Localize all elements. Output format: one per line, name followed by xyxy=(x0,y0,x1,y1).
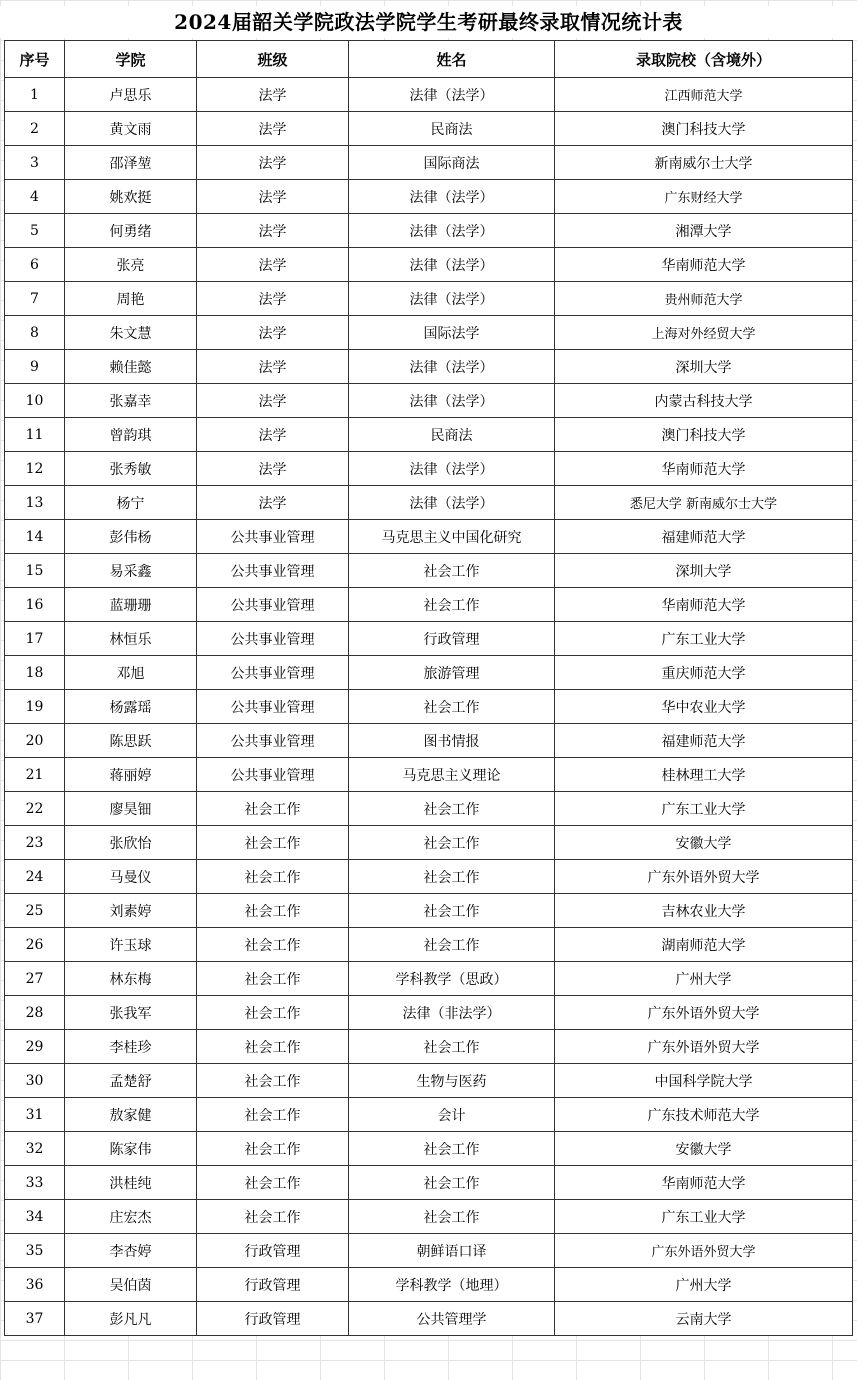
table-row xyxy=(5,758,853,792)
cell-university[interactable]: 云南大学 xyxy=(555,1302,853,1336)
cell-class[interactable]: 公共事业管理 xyxy=(197,520,349,554)
cell-college[interactable]: 卢思乐 xyxy=(65,78,197,112)
cell-name[interactable]: 学科教学（思政） xyxy=(349,962,555,996)
cell-name[interactable]: 社会工作 xyxy=(349,826,555,860)
table-row xyxy=(5,1200,853,1234)
cell-no[interactable]: 7 xyxy=(5,282,65,316)
cell-class[interactable]: 行政管理 xyxy=(197,1302,349,1336)
table-row xyxy=(5,1268,853,1302)
cell-university[interactable]: 内蒙古科技大学 xyxy=(555,384,853,418)
table-body xyxy=(5,78,853,1336)
table-row xyxy=(5,248,853,282)
cell-name[interactable]: 社会工作 xyxy=(349,1132,555,1166)
cell-no[interactable]: 35 xyxy=(5,1234,65,1268)
table-row xyxy=(5,214,853,248)
cell-name[interactable]: 法律（法学） xyxy=(349,282,555,316)
cell-name[interactable]: 旅游管理 xyxy=(349,656,555,690)
cell-name[interactable]: 社会工作 xyxy=(349,554,555,588)
cell-college[interactable]: 李桂珍 xyxy=(65,1030,197,1064)
cell-no[interactable]: 2 xyxy=(5,112,65,146)
cell-class[interactable]: 法学 xyxy=(197,146,349,180)
cell-class[interactable]: 社会工作 xyxy=(197,894,349,928)
table-row xyxy=(5,384,853,418)
cell-name[interactable]: 法律（法学） xyxy=(349,180,555,214)
cell-university[interactable]: 华南师范大学 xyxy=(555,452,853,486)
cell-university[interactable]: 华南师范大学 xyxy=(555,248,853,282)
table-row xyxy=(5,724,853,758)
cell-university[interactable]: 广东财经大学 xyxy=(555,180,853,214)
table-row xyxy=(5,418,853,452)
cell-no[interactable]: 30 xyxy=(5,1064,65,1098)
cell-university[interactable]: 江西师范大学 xyxy=(555,78,853,112)
cell-college[interactable]: 刘素婷 xyxy=(65,894,197,928)
table-row xyxy=(5,1064,853,1098)
cell-college[interactable]: 庄宏杰 xyxy=(65,1200,197,1234)
cell-college[interactable]: 敖家健 xyxy=(65,1098,197,1132)
cell-name[interactable]: 法律（法学） xyxy=(349,452,555,486)
header-row xyxy=(5,41,853,78)
cell-university[interactable]: 广东外语外贸大学 xyxy=(555,1030,853,1064)
cell-college[interactable]: 吴伯茵 xyxy=(65,1268,197,1302)
cell-college[interactable]: 张秀敏 xyxy=(65,452,197,486)
cell-no[interactable]: 24 xyxy=(5,860,65,894)
cell-college[interactable]: 杨露瑶 xyxy=(65,690,197,724)
cell-class[interactable]: 社会工作 xyxy=(197,792,349,826)
cell-name[interactable]: 国际商法 xyxy=(349,146,555,180)
cell-name[interactable]: 法律（法学） xyxy=(349,214,555,248)
cell-class[interactable]: 社会工作 xyxy=(197,1064,349,1098)
cell-name[interactable]: 社会工作 xyxy=(349,1166,555,1200)
cell-class[interactable]: 公共事业管理 xyxy=(197,724,349,758)
table-row xyxy=(5,690,853,724)
cell-college[interactable]: 姚欢挺 xyxy=(65,180,197,214)
cell-class[interactable]: 公共事业管理 xyxy=(197,554,349,588)
cell-college[interactable]: 陈家伟 xyxy=(65,1132,197,1166)
cell-college[interactable]: 廖昊钿 xyxy=(65,792,197,826)
cell-college[interactable]: 彭伟杨 xyxy=(65,520,197,554)
cell-class[interactable]: 社会工作 xyxy=(197,1132,349,1166)
cell-name[interactable]: 法律（法学） xyxy=(349,350,555,384)
cell-college[interactable]: 张欣怡 xyxy=(65,826,197,860)
table-row xyxy=(5,1098,853,1132)
cell-no[interactable]: 29 xyxy=(5,1030,65,1064)
cell-name[interactable]: 法律（法学） xyxy=(349,486,555,520)
cell-no[interactable]: 37 xyxy=(5,1302,65,1336)
cell-no[interactable]: 10 xyxy=(5,384,65,418)
cell-class[interactable]: 社会工作 xyxy=(197,860,349,894)
cell-class[interactable]: 社会工作 xyxy=(197,1166,349,1200)
cell-name[interactable]: 朝鲜语口译 xyxy=(349,1234,555,1268)
cell-university[interactable]: 湘潭大学 xyxy=(555,214,853,248)
cell-university[interactable]: 华中农业大学 xyxy=(555,690,853,724)
cell-university[interactable]: 新南威尔士大学 xyxy=(555,146,853,180)
table-row xyxy=(5,996,853,1030)
cell-college[interactable]: 邵泽堃 xyxy=(65,146,197,180)
cell-no[interactable]: 36 xyxy=(5,1268,65,1302)
cell-name[interactable]: 会计 xyxy=(349,1098,555,1132)
cell-university[interactable]: 吉林农业大学 xyxy=(555,894,853,928)
cell-university[interactable]: 广东工业大学 xyxy=(555,622,853,656)
cell-university[interactable]: 广东外语外贸大学 xyxy=(555,860,853,894)
cell-college[interactable]: 赖佳懿 xyxy=(65,350,197,384)
cell-class[interactable]: 公共事业管理 xyxy=(197,690,349,724)
cell-class[interactable]: 社会工作 xyxy=(197,1030,349,1064)
cell-class[interactable]: 法学 xyxy=(197,418,349,452)
table-row xyxy=(5,112,853,146)
cell-college[interactable]: 周艳 xyxy=(65,282,197,316)
cell-no[interactable]: 19 xyxy=(5,690,65,724)
cell-name[interactable]: 社会工作 xyxy=(349,792,555,826)
cell-university[interactable]: 重庆师范大学 xyxy=(555,656,853,690)
cell-college[interactable]: 杨宁 xyxy=(65,486,197,520)
cell-college[interactable]: 蒋丽婷 xyxy=(65,758,197,792)
cell-no[interactable]: 33 xyxy=(5,1166,65,1200)
cell-university[interactable]: 安徽大学 xyxy=(555,826,853,860)
cell-no[interactable]: 12 xyxy=(5,452,65,486)
header-college[interactable]: 学院 xyxy=(65,41,197,78)
cell-no[interactable]: 26 xyxy=(5,928,65,962)
table-row xyxy=(5,860,853,894)
cell-name[interactable]: 社会工作 xyxy=(349,860,555,894)
cell-class[interactable]: 法学 xyxy=(197,78,349,112)
cell-no[interactable]: 5 xyxy=(5,214,65,248)
cell-no[interactable]: 14 xyxy=(5,520,65,554)
cell-university[interactable]: 上海对外经贸大学 xyxy=(555,316,853,350)
cell-no[interactable]: 4 xyxy=(5,180,65,214)
cell-class[interactable]: 社会工作 xyxy=(197,996,349,1030)
header-university[interactable]: 录取院校（含境外） xyxy=(555,41,853,78)
cell-college[interactable]: 易采鑫 xyxy=(65,554,197,588)
cell-no[interactable]: 8 xyxy=(5,316,65,350)
cell-university[interactable]: 悉尼大学 新南威尔士大学 xyxy=(555,486,853,520)
table-row xyxy=(5,826,853,860)
cell-college[interactable]: 张嘉幸 xyxy=(65,384,197,418)
cell-college[interactable]: 林东梅 xyxy=(65,962,197,996)
table-row xyxy=(5,962,853,996)
cell-name[interactable]: 法律（法学） xyxy=(349,384,555,418)
cell-college[interactable]: 张我军 xyxy=(65,996,197,1030)
table-row xyxy=(5,1302,853,1336)
cell-class[interactable]: 法学 xyxy=(197,486,349,520)
cell-college[interactable]: 孟楚舒 xyxy=(65,1064,197,1098)
cell-no[interactable]: 18 xyxy=(5,656,65,690)
cell-college[interactable]: 洪桂纯 xyxy=(65,1166,197,1200)
table-row xyxy=(5,622,853,656)
cell-no[interactable]: 27 xyxy=(5,962,65,996)
cell-name[interactable]: 马克思主义中国化研究 xyxy=(349,520,555,554)
cell-name[interactable]: 学科教学（地理） xyxy=(349,1268,555,1302)
cell-university[interactable]: 安徽大学 xyxy=(555,1132,853,1166)
table-row xyxy=(5,928,853,962)
table-row xyxy=(5,452,853,486)
cell-name[interactable]: 法律（非法学） xyxy=(349,996,555,1030)
admission-table xyxy=(4,40,853,1336)
cell-college[interactable]: 陈思跃 xyxy=(65,724,197,758)
cell-class[interactable]: 行政管理 xyxy=(197,1234,349,1268)
table-row xyxy=(5,1132,853,1166)
cell-university[interactable]: 澳门科技大学 xyxy=(555,418,853,452)
cell-class[interactable]: 法学 xyxy=(197,214,349,248)
cell-class[interactable]: 行政管理 xyxy=(197,1268,349,1302)
cell-name[interactable]: 法律（法学） xyxy=(349,248,555,282)
cell-college[interactable]: 马曼仪 xyxy=(65,860,197,894)
cell-name[interactable]: 社会工作 xyxy=(349,928,555,962)
cell-university[interactable]: 广东外语外贸大学 xyxy=(555,996,853,1030)
cell-class[interactable]: 社会工作 xyxy=(197,826,349,860)
cell-name[interactable]: 生物与医药 xyxy=(349,1064,555,1098)
table-row xyxy=(5,1166,853,1200)
cell-university[interactable]: 广东工业大学 xyxy=(555,1200,853,1234)
cell-no[interactable]: 23 xyxy=(5,826,65,860)
cell-university[interactable]: 广东技术师范大学 xyxy=(555,1098,853,1132)
cell-college[interactable]: 李杏婷 xyxy=(65,1234,197,1268)
table-row xyxy=(5,146,853,180)
cell-class[interactable]: 法学 xyxy=(197,452,349,486)
cell-name[interactable]: 社会工作 xyxy=(349,588,555,622)
cell-name[interactable]: 社会工作 xyxy=(349,690,555,724)
cell-no[interactable]: 17 xyxy=(5,622,65,656)
cell-university[interactable]: 广州大学 xyxy=(555,1268,853,1302)
cell-class[interactable]: 社会工作 xyxy=(197,962,349,996)
cell-university[interactable]: 湖南师范大学 xyxy=(555,928,853,962)
cell-name[interactable]: 民商法 xyxy=(349,112,555,146)
cell-college[interactable]: 邓旭 xyxy=(65,656,197,690)
cell-college[interactable]: 蓝珊珊 xyxy=(65,588,197,622)
cell-no[interactable]: 11 xyxy=(5,418,65,452)
cell-university[interactable]: 广东工业大学 xyxy=(555,792,853,826)
cell-no[interactable]: 32 xyxy=(5,1132,65,1166)
cell-no[interactable]: 13 xyxy=(5,486,65,520)
cell-university[interactable]: 深圳大学 xyxy=(555,350,853,384)
cell-class[interactable]: 公共事业管理 xyxy=(197,588,349,622)
cell-class[interactable]: 社会工作 xyxy=(197,1200,349,1234)
cell-class[interactable]: 法学 xyxy=(197,180,349,214)
cell-no[interactable]: 28 xyxy=(5,996,65,1030)
table-row xyxy=(5,656,853,690)
cell-class[interactable]: 社会工作 xyxy=(197,928,349,962)
cell-university[interactable]: 广州大学 xyxy=(555,962,853,996)
cell-no[interactable]: 34 xyxy=(5,1200,65,1234)
table-row xyxy=(5,350,853,384)
cell-class[interactable]: 法学 xyxy=(197,112,349,146)
table-row xyxy=(5,180,853,214)
table-row xyxy=(5,282,853,316)
table-row xyxy=(5,486,853,520)
cell-name[interactable]: 社会工作 xyxy=(349,1030,555,1064)
cell-no[interactable]: 22 xyxy=(5,792,65,826)
cell-college[interactable]: 彭凡凡 xyxy=(65,1302,197,1336)
cell-college[interactable]: 林恒乐 xyxy=(65,622,197,656)
cell-name[interactable]: 公共管理学 xyxy=(349,1302,555,1336)
cell-class[interactable]: 公共事业管理 xyxy=(197,758,349,792)
table-row xyxy=(5,316,853,350)
table-row xyxy=(5,588,853,622)
cell-college[interactable]: 黄文雨 xyxy=(65,112,197,146)
table-row xyxy=(5,792,853,826)
cell-university[interactable]: 广东外语外贸大学 xyxy=(555,1234,853,1268)
table-row xyxy=(5,1030,853,1064)
page-title: 2024届韶关学院政法学院学生考研最终录取情况统计表 xyxy=(0,6,857,38)
cell-university[interactable]: 福建师范大学 xyxy=(555,520,853,554)
cell-university[interactable]: 桂林理工大学 xyxy=(555,758,853,792)
cell-name[interactable]: 马克思主义理论 xyxy=(349,758,555,792)
cell-university[interactable]: 深圳大学 xyxy=(555,554,853,588)
cell-class[interactable]: 法学 xyxy=(197,384,349,418)
cell-name[interactable]: 图书情报 xyxy=(349,724,555,758)
cell-name[interactable]: 行政管理 xyxy=(349,622,555,656)
cell-university[interactable]: 贵州师范大学 xyxy=(555,282,853,316)
header-no[interactable]: 序号 xyxy=(5,41,65,78)
cell-class[interactable]: 法学 xyxy=(197,248,349,282)
cell-no[interactable]: 3 xyxy=(5,146,65,180)
cell-no[interactable]: 6 xyxy=(5,248,65,282)
cell-college[interactable]: 朱文慧 xyxy=(65,316,197,350)
cell-no[interactable]: 20 xyxy=(5,724,65,758)
cell-no[interactable]: 1 xyxy=(5,78,65,112)
table-row xyxy=(5,520,853,554)
cell-name[interactable]: 民商法 xyxy=(349,418,555,452)
cell-university[interactable]: 福建师范大学 xyxy=(555,724,853,758)
cell-name[interactable]: 社会工作 xyxy=(349,1200,555,1234)
cell-class[interactable]: 法学 xyxy=(197,282,349,316)
cell-college[interactable]: 许玉球 xyxy=(65,928,197,962)
cell-class[interactable]: 公共事业管理 xyxy=(197,656,349,690)
table-row xyxy=(5,894,853,928)
table-row xyxy=(5,78,853,112)
cell-name[interactable]: 法律（法学） xyxy=(349,78,555,112)
cell-no[interactable]: 21 xyxy=(5,758,65,792)
header-class[interactable]: 班级 xyxy=(197,41,349,78)
cell-university[interactable]: 澳门科技大学 xyxy=(555,112,853,146)
cell-name[interactable]: 国际法学 xyxy=(349,316,555,350)
cell-no[interactable]: 9 xyxy=(5,350,65,384)
cell-class[interactable]: 社会工作 xyxy=(197,1098,349,1132)
cell-university[interactable]: 中国科学院大学 xyxy=(555,1064,853,1098)
cell-no[interactable]: 15 xyxy=(5,554,65,588)
table-row xyxy=(5,554,853,588)
cell-no[interactable]: 16 xyxy=(5,588,65,622)
cell-college[interactable]: 何勇绪 xyxy=(65,214,197,248)
cell-name[interactable]: 社会工作 xyxy=(349,894,555,928)
cell-college[interactable]: 曾韵琪 xyxy=(65,418,197,452)
table-row xyxy=(5,1234,853,1268)
cell-university[interactable]: 华南师范大学 xyxy=(555,1166,853,1200)
cell-college[interactable]: 张亮 xyxy=(65,248,197,282)
cell-class[interactable]: 法学 xyxy=(197,316,349,350)
cell-class[interactable]: 法学 xyxy=(197,350,349,384)
cell-university[interactable]: 华南师范大学 xyxy=(555,588,853,622)
cell-no[interactable]: 31 xyxy=(5,1098,65,1132)
cell-no[interactable]: 25 xyxy=(5,894,65,928)
header-name[interactable]: 姓名 xyxy=(349,41,555,78)
cell-class[interactable]: 公共事业管理 xyxy=(197,622,349,656)
